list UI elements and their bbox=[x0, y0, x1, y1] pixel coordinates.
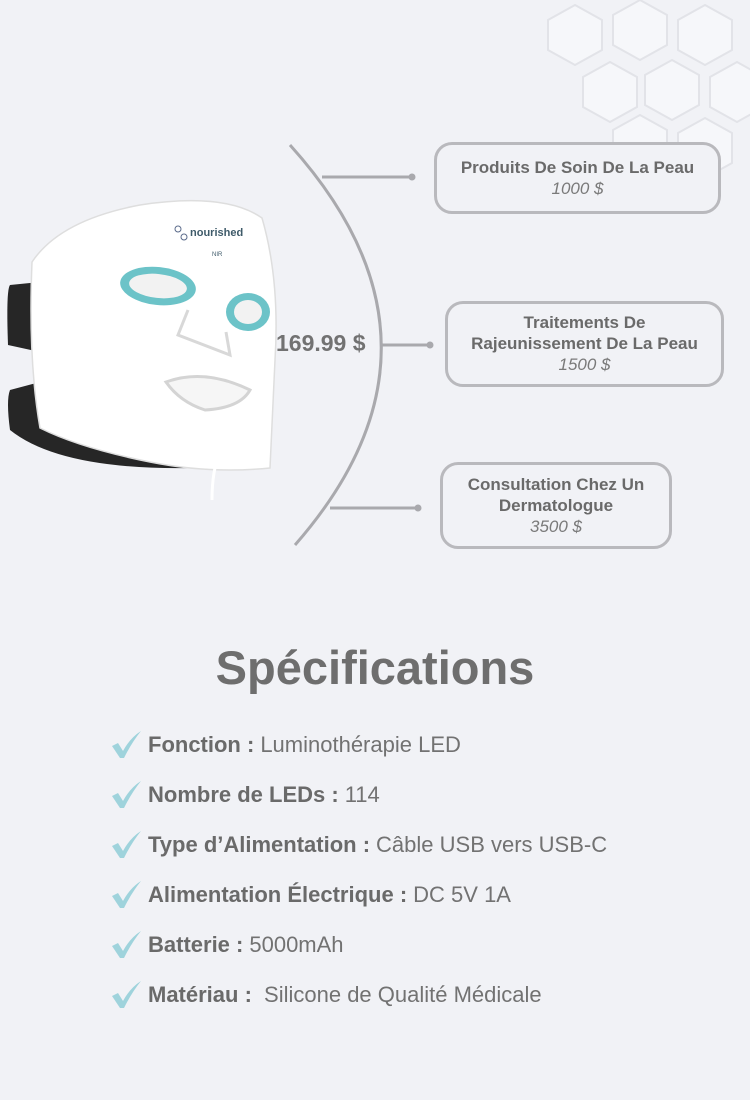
alternative-card-dermatologist bbox=[440, 462, 672, 549]
check-icon bbox=[110, 880, 142, 910]
alternative-title: Produits De Soin De La Peau bbox=[460, 157, 695, 177]
alternative-card-rejuvenation bbox=[445, 301, 724, 387]
spec-label: Type d’Alimentation : bbox=[148, 832, 371, 857]
spec-label: Matériau : bbox=[148, 982, 252, 1007]
check-icon bbox=[110, 780, 142, 810]
spec-value: Silicone de Qualité Médicale bbox=[257, 982, 542, 1007]
spec-label: Fonction : bbox=[148, 732, 255, 757]
brand-logo-text: nourished bbox=[190, 227, 244, 239]
specifications-list bbox=[110, 720, 730, 1020]
spec-value: Luminothérapie LED bbox=[260, 732, 461, 757]
spec-label: Nombre de LEDs : bbox=[148, 782, 339, 807]
spec-label: Alimentation Électrique : bbox=[148, 882, 408, 907]
spec-item-electric-supply bbox=[110, 870, 730, 920]
spec-label: Batterie : bbox=[148, 932, 244, 957]
alternative-card-skincare bbox=[434, 142, 721, 214]
check-icon bbox=[110, 930, 142, 960]
spec-value: DC 5V 1A bbox=[413, 882, 511, 907]
spec-value: Câble USB vers USB-C bbox=[376, 832, 608, 857]
spec-value: 5000mAh bbox=[249, 932, 344, 957]
spec-item-function bbox=[110, 720, 730, 770]
spec-item-led-count bbox=[110, 770, 730, 820]
alternative-title: Traitements De Rajeunissement De La Peau bbox=[471, 313, 698, 353]
alternative-price: 1000 $ bbox=[551, 178, 604, 198]
check-icon bbox=[110, 980, 142, 1010]
product-price: 169.99 $ bbox=[276, 330, 366, 356]
spec-item-material bbox=[110, 970, 730, 1020]
spec-value: 114 bbox=[344, 782, 380, 807]
check-icon bbox=[110, 830, 142, 860]
spec-item-battery bbox=[110, 920, 730, 970]
alternative-title: Consultation Chez Un Dermatologue bbox=[467, 474, 645, 515]
alternative-price: 3500 $ bbox=[530, 516, 582, 536]
specifications-heading: Spécifications bbox=[215, 641, 535, 694]
brand-model-text: NIR bbox=[212, 252, 223, 258]
spec-item-power-type bbox=[110, 820, 730, 870]
check-icon bbox=[110, 730, 142, 760]
alternative-price: 1500 $ bbox=[558, 355, 611, 374]
